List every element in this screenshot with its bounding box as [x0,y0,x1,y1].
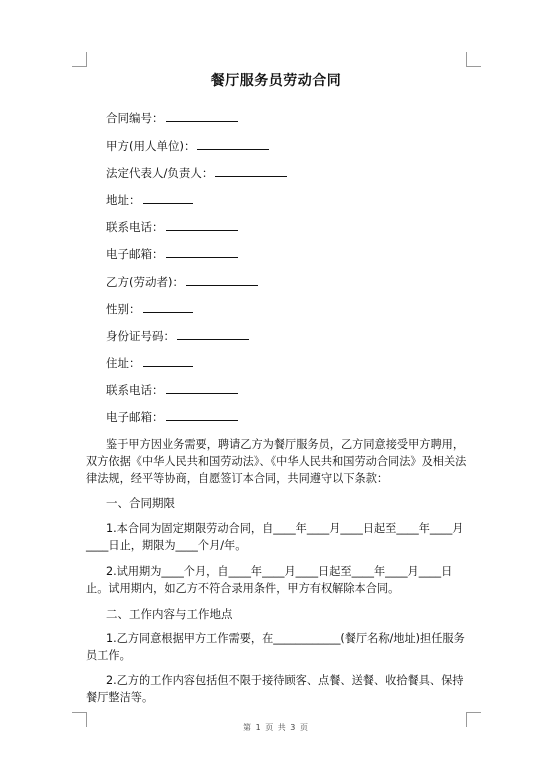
fill-blank [166,256,238,258]
field-label: 法定代表人/负责人： [106,166,214,180]
field-label: 联系电话： [106,220,164,234]
field-label: 甲方(用人单位)： [106,139,196,153]
page-number: 第 1 页 共 3 页 [243,723,309,732]
field-label: 电子邮箱： [106,410,164,424]
field-address-a [106,192,193,208]
fill-blank [186,284,258,286]
clause-work-content: 2.乙方的工作内容包括但不限于接待顾客、点餐、送餐、收拾餐具、保持餐厅整洁等。 [86,674,464,704]
fill-blank [143,202,193,204]
field-phone-a [106,219,238,235]
document-title: 餐厅服务员劳动合同 [210,73,342,89]
clause-work-location: 1.乙方同意根据甲方工作需要，在____________(餐厅名称/地址)担任服务员工作。 [86,632,465,662]
fill-blank [166,229,238,231]
field-email-b [106,409,238,425]
field-label: 乙方(劳动者)： [106,275,184,289]
fill-blank [166,419,238,421]
fill-blank [143,311,193,313]
field-address-b [106,355,193,371]
field-label: 联系电话： [106,383,164,397]
clause-contract-period: 1.本合同为固定期限劳动合同，自____年____月____日起至____年____月____日止，期限为____个月/年。 [86,522,464,552]
page-corner-mark [72,52,87,67]
field-contract-number [106,110,238,126]
section-heading-term: 一、合同期限 [106,496,175,510]
fill-blank [197,148,269,150]
page-corner-mark [466,52,481,67]
fill-blank [143,365,193,367]
field-party-b [106,274,258,290]
field-label: 住址： [106,356,141,370]
preamble-paragraph: 鉴于甲方因业务需要，聘请乙方为餐厅服务员，乙方同意接受甲方聘用，双方依据《中华人民共和国劳动法》、《中华人民共和国劳动合同法》及相关法律法规，经平等协商，自愿签订本合同，共同遵守以下条款： [86,438,467,485]
section-heading-work: 二、工作内容与工作地点 [106,607,233,621]
field-legal-representative [106,165,287,181]
field-label: 身份证号码： [106,329,175,343]
field-gender [106,301,193,317]
fill-blank [177,338,249,340]
fill-blank [166,392,238,394]
fill-blank [215,175,287,177]
field-phone-b [106,382,238,398]
field-label: 地址： [106,193,141,207]
fill-blank [166,120,238,122]
field-email-a [106,246,238,262]
field-id-number [106,328,249,344]
field-label: 合同编号： [106,111,164,125]
clause-probation: 2.试用期为____个月，自____年____月____日起至____年____月____日止。试用期内，如乙方不符合录用条件，甲方有权解除本合同。 [86,565,453,595]
field-label: 性别： [106,302,141,316]
field-party-a [106,138,269,154]
field-label: 电子邮箱： [106,247,164,261]
